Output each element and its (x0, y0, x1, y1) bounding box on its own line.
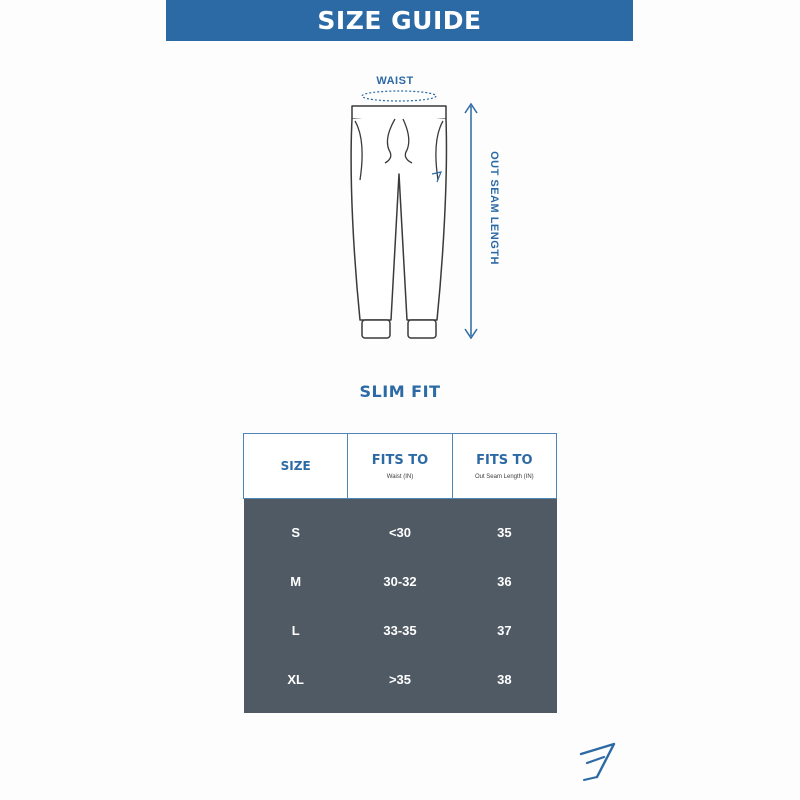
column-header-sublabel: Out Seam Length (IN) (474, 473, 534, 480)
logo-swoosh-top (581, 744, 614, 777)
size-cell: S (291, 525, 300, 540)
column-header-waist (348, 434, 452, 499)
page-title: SIZE GUIDE (317, 6, 482, 35)
fit-title: SLIM FIT (359, 382, 441, 401)
jogger-pants-icon (330, 60, 530, 360)
outseam-label: OUT SEAM LENGTH (488, 151, 500, 265)
logo-swoosh-tail (584, 777, 597, 780)
column-header-sublabel: Waist (IN) (386, 473, 414, 480)
column-header-size (244, 434, 348, 499)
table-header-row (244, 434, 557, 499)
table-row (244, 499, 557, 558)
column-header-outseam (452, 434, 556, 499)
outseam-cell: 37 (497, 623, 512, 638)
size-table (243, 433, 557, 713)
column-header-label: FITS TO (371, 452, 429, 468)
waist-cell: 30-32 (383, 574, 417, 589)
waist-cell: <30 (388, 525, 412, 540)
table-row (244, 557, 557, 606)
table-row (244, 606, 557, 655)
waistband (352, 106, 446, 121)
right-cuff (408, 320, 436, 338)
size-cell: M (290, 574, 302, 589)
outseam-cell: 35 (497, 525, 512, 540)
waist-label: WAIST (376, 75, 414, 87)
logo-swoosh-mid (587, 757, 604, 763)
brand-logo-icon (574, 738, 618, 782)
left-cuff (362, 320, 390, 338)
column-header-label: SIZE (280, 459, 311, 473)
column-header-label: FITS TO (476, 452, 533, 468)
pants-outline (351, 119, 446, 320)
size-cell: XL (287, 672, 304, 687)
size-guide-banner (166, 0, 633, 41)
outseam-cell: 36 (497, 574, 512, 589)
waist-cell: >35 (388, 672, 412, 687)
outseam-cell: 38 (497, 672, 512, 687)
table-row (244, 655, 557, 713)
size-cell: L (291, 623, 300, 638)
waist-cell: 33-35 (383, 623, 417, 638)
waist-measure-ellipse (362, 91, 436, 101)
